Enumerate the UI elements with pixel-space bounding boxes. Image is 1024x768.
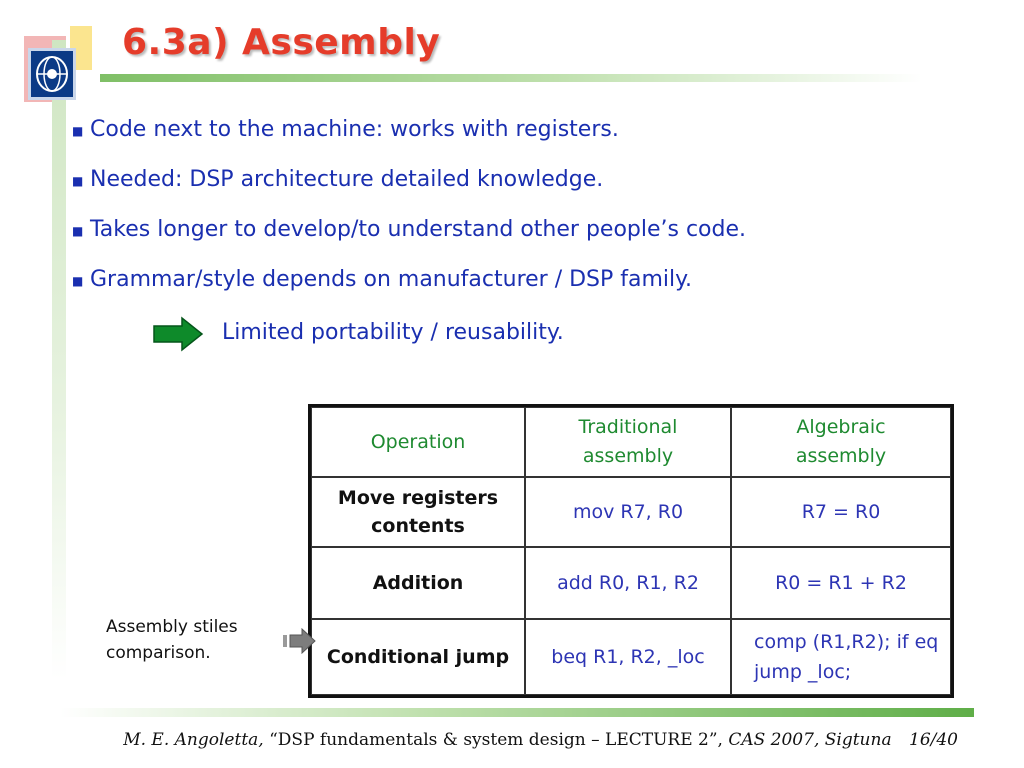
table-header-row	[311, 407, 951, 477]
square-bullet-icon: ■	[72, 274, 84, 288]
footer-rule	[60, 708, 974, 717]
slide-title: 6.3a) Assembly	[122, 22, 441, 63]
note-line: Assembly stiles	[106, 617, 238, 637]
bullet-item	[72, 116, 746, 166]
note-line: comparison.	[106, 643, 211, 663]
header-algebraic-text: Algebraic assembly	[795, 416, 887, 467]
row-algebraic-text: comp (R1,R2); if eq jump _loc;	[754, 631, 939, 683]
row-operation: Conditional jump	[311, 619, 525, 695]
footer-event: CAS 2007, Sigtuna	[728, 730, 892, 750]
square-bullet-icon: ■	[72, 124, 84, 138]
row-algebraic	[731, 619, 951, 695]
bullet-item	[72, 266, 746, 316]
square-bullet-icon: ■	[72, 224, 84, 238]
title-underline	[100, 74, 922, 82]
table-row	[311, 547, 951, 619]
row-algebraic: R0 = R1 + R2	[731, 547, 951, 619]
row-traditional: beq R1, R2, _loc	[525, 619, 731, 695]
bullet-list	[72, 116, 746, 316]
header-traditional	[525, 407, 731, 477]
header-algebraic	[731, 407, 951, 477]
green-arrow-icon	[152, 316, 204, 352]
comparison-table	[308, 404, 954, 698]
footer	[123, 730, 958, 750]
footer-page-number: 16/40	[909, 730, 958, 750]
bullet-text: Grammar/style depends on manufacturer / DSP family.	[90, 267, 693, 292]
row-operation: Addition	[311, 547, 525, 619]
header-operation: Operation	[311, 407, 525, 477]
footer-lecture: “DSP fundamentals & system design – LECTURE 2”,	[269, 730, 723, 750]
row-operation	[311, 477, 525, 547]
row-traditional: add R0, R1, R2	[525, 547, 731, 619]
table-row	[311, 477, 951, 547]
row-algebraic: R7 = R0	[731, 477, 951, 547]
table-row	[311, 619, 951, 695]
table-note	[106, 614, 238, 666]
cern-logo	[28, 48, 76, 100]
row-operation-text: Move registers contents	[337, 487, 499, 537]
square-bullet-icon: ■	[72, 174, 84, 188]
cern-logo-icon	[32, 52, 72, 96]
conclusion-arrow	[152, 316, 204, 352]
header-traditional-text: Traditional assembly	[578, 416, 678, 467]
bullet-text: Code next to the machine: works with registers.	[90, 117, 619, 142]
footer-author: M. E. Angoletta,	[123, 730, 264, 750]
gray-arrow-icon	[282, 628, 316, 654]
decoration-green-bar	[52, 40, 66, 680]
bullet-item	[72, 166, 746, 216]
bullet-text: Needed: DSP architecture detailed knowledge.	[90, 167, 604, 192]
bullet-text: Takes longer to develop/to understand other people’s code.	[90, 217, 747, 242]
bullet-item	[72, 216, 746, 266]
row-traditional: mov R7, R0	[525, 477, 731, 547]
conclusion-text: Limited portability / reusability.	[222, 320, 564, 345]
